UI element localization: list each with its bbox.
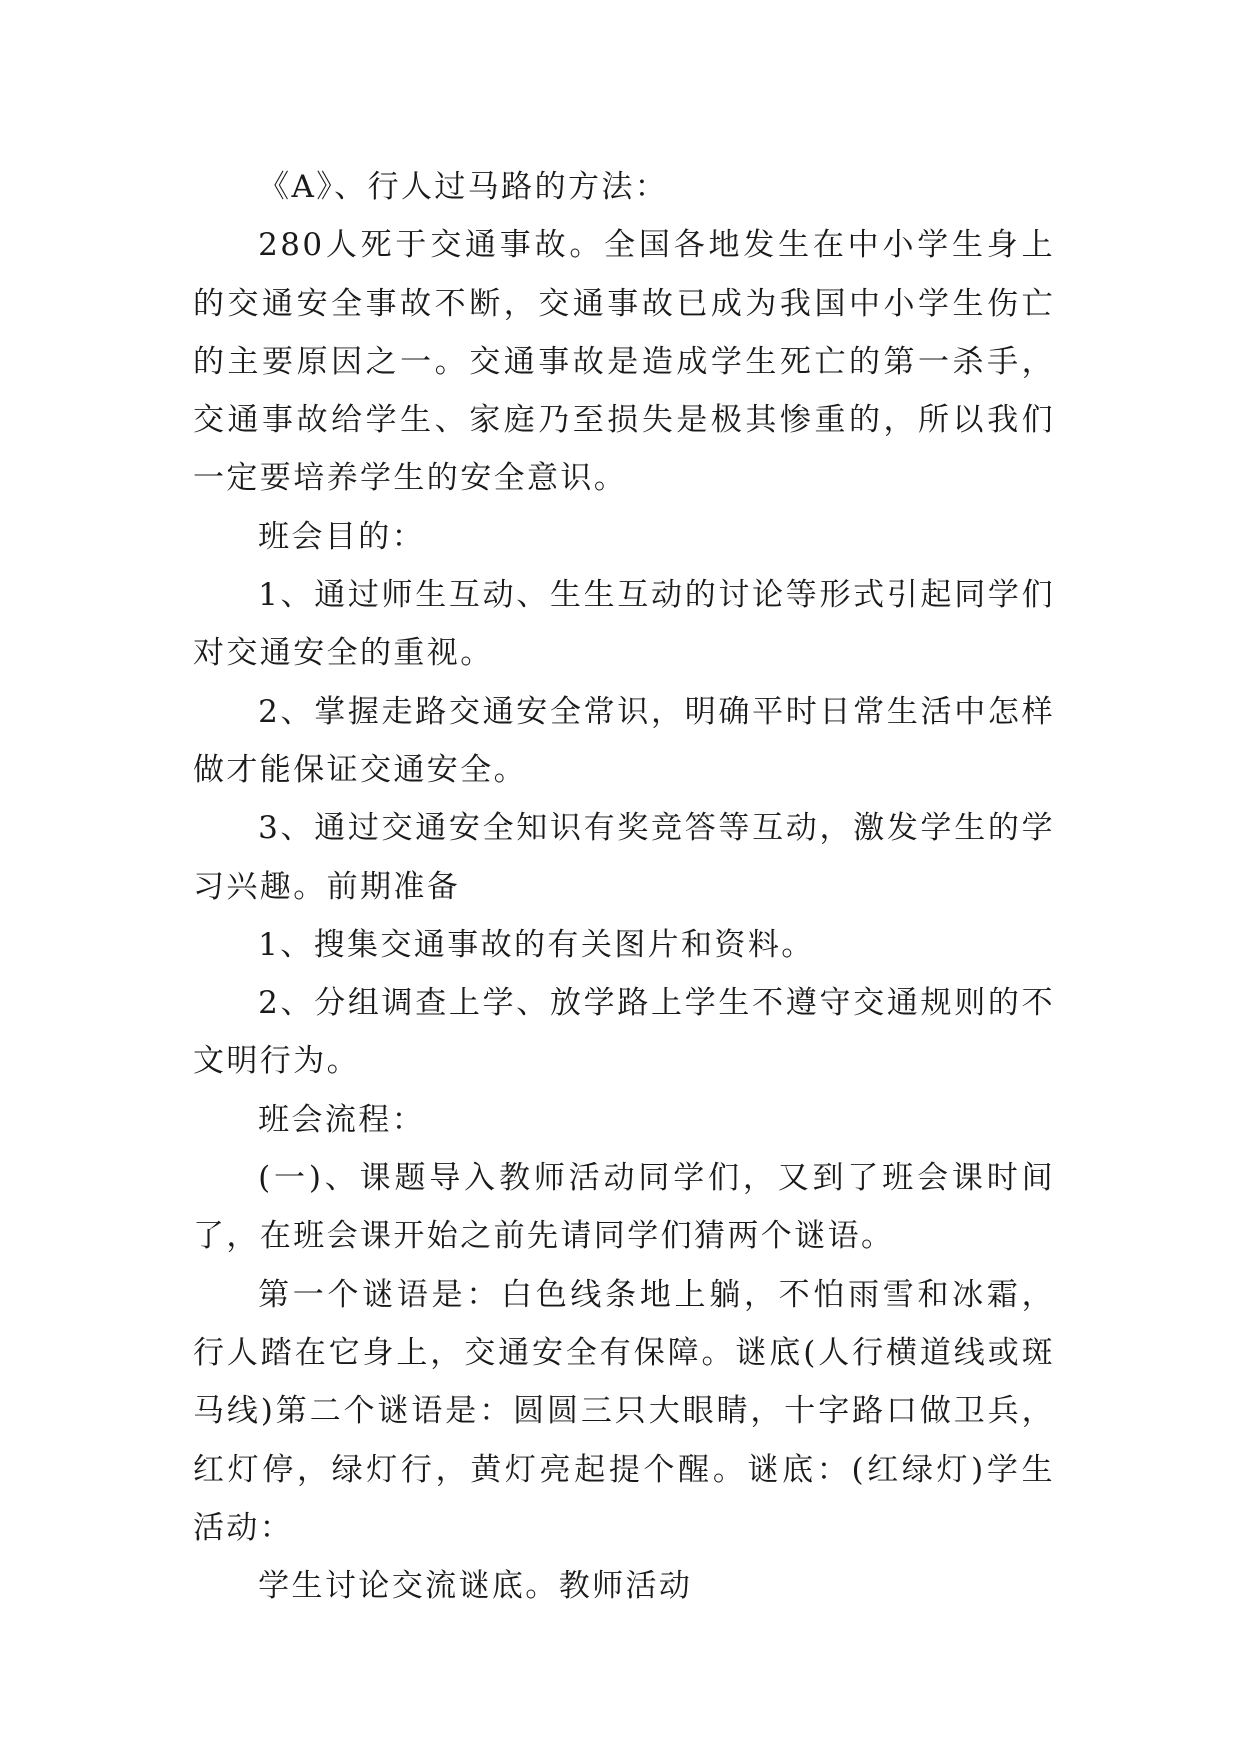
heading-meeting-purpose: 班会目的： — [258, 518, 426, 555]
intro-paragraph: 280人死于交通事故。全国各地发生在中小学生身上的交通安全事故不断，交通事故已成为我国中小学生伤亡的主要原因之一。交通事故是造成学生死亡的第一杀手，交通事故给学生、家庭乃至损失是极其惨重的，所以我们一定要培养学生的安全意识。 — [193, 227, 1055, 497]
heading-pedestrian-crossing: 《A》、行人过马路的方法： — [258, 169, 669, 205]
purpose-item-1: 1、通过师生互动、生生互动的讨论等形式引起同学们对交通安全的重视。 — [193, 577, 1055, 672]
heading-meeting-process: 班会流程： — [258, 1101, 426, 1138]
discussion-paragraph: 学生讨论交流谜底。教师活动 — [258, 1568, 693, 1605]
purpose-item-3: 3、通过交通安全知识有奖竞答等互动，激发学生的学习兴趣。前期准备 — [193, 810, 1055, 905]
preparation-item-2: 2、分组调查上学、放学路上学生不遵守交通规则的不文明行为。 — [193, 985, 1055, 1080]
process-intro-paragraph: (一)、课题导入教师活动同学们，又到了班会课时间了，在班会课开始之前先请同学们猜两个谜语。 — [193, 1160, 1055, 1255]
riddles-paragraph: 第一个谜语是：白色线条地上躺，不怕雨雪和冰霜，行人踏在它身上，交通安全有保障。谜底(人行横道线或斑马线)第二个谜语是：圆圆三只大眼睛，十字路口做卫兵，红灯停，绿灯行，黄灯亮起提个醒。谜底：(红绿灯)学生活动： — [193, 1276, 1055, 1546]
document-body — [193, 158, 1055, 1615]
purpose-item-2: 2、掌握走路交通安全常识，明确平时日常生活中怎样做才能保证交通安全。 — [193, 693, 1055, 788]
preparation-item-1: 1、搜集交通事故的有关图片和资料。 — [258, 926, 815, 963]
